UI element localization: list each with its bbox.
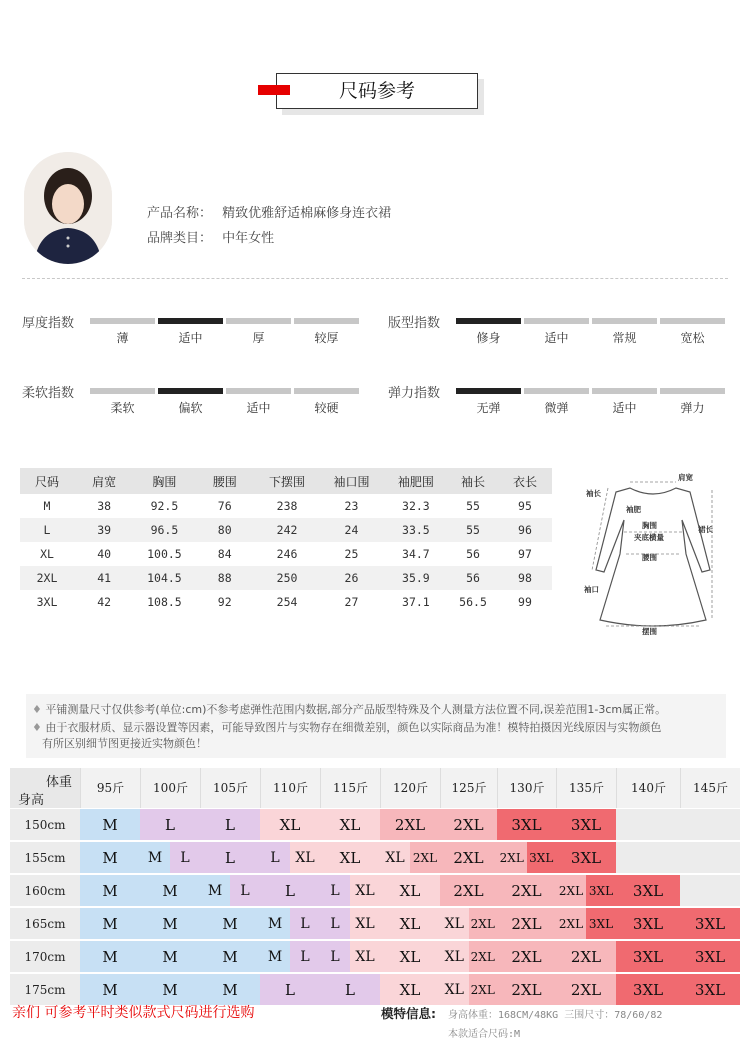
grid-size-cell: XL (320, 808, 380, 840)
grid-size-cell: XL (350, 907, 380, 939)
grid-size-cell: M (140, 874, 200, 906)
grid-size-cell: 2XL (410, 841, 440, 873)
size-table-cell: 96 (498, 518, 552, 542)
grid-size-cell: XL (440, 973, 469, 1005)
divider (22, 278, 728, 279)
size-table-header-cell: 袖口围 (319, 468, 383, 494)
index-option-label: 偏软 (178, 401, 203, 415)
size-table-cell: XL (40, 547, 54, 561)
grid-corner-height: 身高 (18, 793, 45, 808)
size-table-cell: 97 (518, 547, 532, 561)
index-option-label: 较硬 (314, 401, 339, 415)
grid-size-cell: XL (290, 841, 320, 873)
grid-weight-header: 110斤 (260, 768, 320, 808)
grid-height-header: 160cm (10, 874, 80, 906)
size-table-cell: 32.3 (402, 499, 430, 513)
diagram-sleeve-width-label: 袖肥 (626, 505, 641, 514)
diagram-armpit-label: 夹底横量 (634, 533, 664, 542)
grid-size-cell: 2XL (556, 907, 586, 939)
size-table-cell: 246 (276, 547, 298, 561)
grid-corner-weight: 体重 (46, 775, 73, 790)
grid-size-cell (616, 841, 680, 873)
footer-tip: 亲们 可参考平时类似款式尺码进行选购 (12, 1005, 255, 1021)
size-table-cell: 55 (448, 518, 498, 542)
grid-size-cell (616, 808, 680, 840)
grid-size-cell: L (260, 973, 320, 1005)
size-table-header-cell: 袖长 (448, 468, 498, 494)
grid-size-cell: M (80, 973, 140, 1005)
grid-size-cell: XL (320, 841, 380, 873)
index-bar-segment (226, 318, 291, 324)
table-row (20, 518, 552, 542)
size-table-header-cell: 腰围 (195, 468, 255, 494)
diagram-cuff-label: 袖口 (584, 585, 599, 594)
index-option-label: 常规 (612, 331, 637, 345)
grid-size-cell: M (200, 907, 260, 939)
size-table-cell: 34.7 (402, 547, 430, 561)
index-bar-segment (294, 388, 359, 394)
size-table-cell: 56.5 (459, 595, 487, 609)
index-option-label: 厚 (252, 331, 265, 345)
size-table-cell: 242 (255, 518, 319, 542)
index-bar-segment (592, 388, 657, 394)
size-table-cell: 88 (195, 566, 255, 590)
grid-size-cell: 3XL (616, 973, 680, 1005)
size-table-header (20, 468, 552, 494)
measurement-note (26, 694, 726, 758)
grid-size-cell: M (80, 841, 140, 873)
grid-weight-header: 125斤 (440, 768, 497, 808)
size-table-cell: 24 (319, 518, 383, 542)
note-line-1: ♦ 平铺测量尺寸仅供参考(单位:cm)不参考虑弹性范围内数据,部分产品版型特殊及个人测量方法位置不同,误差范围1-3cm属正常。 (32, 703, 667, 716)
grid-corner (10, 768, 80, 808)
grid-size-cell: L (320, 973, 380, 1005)
grid-size-cell: L (320, 874, 350, 906)
grid-weight-header: 135斤 (556, 768, 616, 808)
index-bar-segment (524, 318, 589, 324)
index-bar-segment (90, 318, 155, 324)
grid-size-cell: XL (380, 874, 440, 906)
index-bar-segment (592, 318, 657, 324)
grid-size-cell: XL (350, 874, 380, 906)
size-table-cell: 26 (319, 566, 383, 590)
index-option-label: 宽松 (680, 331, 705, 345)
index-option-label: 适中 (246, 401, 271, 415)
size-table-cell: 37.1 (402, 595, 430, 609)
index-bar-segment (158, 388, 223, 394)
grid-size-cell: L (200, 808, 260, 840)
grid-weight-header: 115斤 (320, 768, 380, 808)
grid-size-cell: 3XL (556, 808, 616, 840)
grid-size-cell: L (230, 874, 260, 906)
size-table-cell: 40 (97, 547, 112, 561)
grid-size-cell: L (200, 841, 260, 873)
product-name-row (147, 202, 391, 221)
grid-size-cell: XL (440, 940, 469, 972)
diagram-waist-label: 腰围 (642, 553, 657, 562)
size-table-cell: 56 (448, 566, 498, 590)
size-table-cell: 92.5 (150, 499, 179, 513)
table-row (20, 566, 552, 590)
garment-diagram (578, 470, 728, 640)
grid-size-cell: 3XL (556, 841, 616, 873)
grid-weight-header: 130斤 (497, 768, 556, 808)
size-table-cell: 80 (195, 518, 255, 542)
model-info-label: 模特信息: (381, 1006, 436, 1021)
index-bar-segment (456, 318, 521, 324)
index-title: 版型指数 (388, 316, 441, 331)
size-table-cell: 33.5 (384, 518, 448, 542)
diagram-hem-label: 摆围 (642, 627, 657, 636)
grid-size-cell: 3XL (616, 940, 680, 972)
index-option-label: 薄 (116, 331, 129, 345)
index-option-label: 适中 (544, 331, 569, 345)
grid-size-cell: 2XL (469, 940, 498, 972)
size-table-cell: 238 (276, 499, 298, 513)
grid-size-cell: XL (260, 808, 320, 840)
grid-size-cell: M (140, 907, 200, 939)
index-title: 弹力指数 (388, 386, 441, 401)
size-table-cell: 99 (518, 595, 532, 609)
grid-size-cell: 3XL (680, 907, 740, 939)
index-option-label: 适中 (612, 401, 637, 415)
grid-weight-header: 100斤 (140, 768, 200, 808)
product-category-row (147, 227, 274, 246)
table-row (20, 542, 552, 566)
model-fit-size: 本款适合尺码:M (448, 1029, 521, 1040)
product-category-label: 品牌类目： (147, 231, 213, 246)
size-table-header-cell: 袖肥围 (384, 468, 448, 494)
size-table-cell: 38 (97, 499, 112, 513)
grid-size-cell: XL (350, 940, 380, 972)
index-bar-segment (90, 388, 155, 394)
grid-size-cell: M (140, 940, 200, 972)
grid-size-cell: XL (440, 907, 469, 939)
grid-size-cell: M (80, 907, 140, 939)
page-title: 尺码参考 (338, 80, 415, 102)
grid-size-cell: 2XL (556, 973, 616, 1005)
size-table-cell: M (43, 499, 51, 513)
size-table-cell: 3XL (36, 595, 58, 609)
diagram-length-label: 裙长 (698, 525, 713, 534)
grid-size-cell: 3XL (497, 808, 556, 840)
grid-size-cell: 3XL (616, 907, 680, 939)
grid-size-cell: 3XL (616, 874, 680, 906)
grid-size-cell: L (170, 841, 200, 873)
grid-height-header: 155cm (10, 841, 80, 873)
index-bar-segment (456, 388, 521, 394)
grid-size-cell: 2XL (440, 808, 497, 840)
size-table-header-cell: 尺码 (20, 468, 74, 494)
size-table-cell: 56 (466, 547, 480, 561)
size-table-cell: 98 (498, 566, 552, 590)
grid-size-cell: M (80, 874, 140, 906)
index-bar-segment (660, 388, 725, 394)
grid-size-cell: 2XL (469, 973, 498, 1005)
grid-size-cell: 3XL (586, 907, 616, 939)
index-title: 厚度指数 (22, 316, 75, 331)
grid-height-header: 170cm (10, 940, 80, 972)
size-table-cell: 39 (74, 518, 134, 542)
product-name-label: 产品名称： (147, 206, 213, 221)
note-line-2: ♦ 由于衣服材质、显示器设置等因素，可能导致图片与实物存在细微差别，颜色以实际商品为准！模特拍摄因光线原因与实物颜色 (32, 721, 662, 734)
size-table-cell: 84 (217, 547, 232, 561)
grid-size-cell: XL (380, 940, 440, 972)
table-row (20, 494, 552, 518)
grid-size-cell (680, 874, 740, 906)
grid-weight-header: 145斤 (680, 768, 740, 808)
size-table-cell: 25 (344, 547, 359, 561)
grid-size-cell: M (260, 940, 290, 972)
size-table-cell: 100.5 (147, 547, 182, 561)
grid-size-cell (680, 841, 740, 873)
grid-size-cell: L (260, 874, 320, 906)
index-option-label: 微弹 (544, 401, 569, 415)
grid-size-cell: 2XL (497, 841, 527, 873)
grid-size-cell: M (200, 940, 260, 972)
index-option-label: 适中 (178, 331, 203, 345)
grid-size-cell: 2XL (440, 841, 497, 873)
size-table-cell: L (20, 518, 74, 542)
grid-size-cell: 2XL (497, 907, 556, 939)
index-bar-segment (294, 318, 359, 324)
size-table-cell: 35.9 (384, 566, 448, 590)
grid-size-cell: L (290, 940, 320, 972)
grid-size-cell: M (260, 907, 290, 939)
grid-size-cell: 3XL (680, 940, 740, 972)
grid-weight-header: 140斤 (616, 768, 680, 808)
size-table-cell: 250 (255, 566, 319, 590)
grid-size-cell (680, 808, 740, 840)
grid-size-cell: L (140, 808, 200, 840)
size-table-cell: 23 (344, 499, 359, 513)
grid-size-cell: L (260, 841, 290, 873)
diagram-shoulder-label: 肩宽 (678, 473, 693, 482)
table-row (20, 590, 552, 614)
grid-size-cell: L (290, 907, 320, 939)
grid-size-cell: M (140, 973, 200, 1005)
model-avatar (24, 152, 112, 264)
index-option-label: 较厚 (314, 331, 339, 345)
grid-size-cell: XL (380, 841, 410, 873)
index-option-label: 修身 (476, 331, 501, 345)
grid-size-cell: M (80, 940, 140, 972)
diagram-sleeve-length-label: 袖长 (586, 489, 601, 498)
grid-weight-header: 120斤 (380, 768, 440, 808)
note-line-3: 有所区别细节图更接近实物颜色！ (42, 737, 207, 750)
grid-size-cell: 3XL (680, 973, 740, 1005)
grid-size-cell: M (80, 808, 140, 840)
grid-height-header: 165cm (10, 907, 80, 939)
index-option-label: 无弹 (476, 401, 501, 415)
size-table-cell: 254 (276, 595, 298, 609)
index-option-label: 柔软 (110, 401, 135, 415)
grid-height-header: 150cm (10, 808, 80, 840)
size-table-header-cell: 衣长 (498, 468, 552, 494)
size-table-cell: 92 (217, 595, 232, 609)
size-table-header-cell: 肩宽 (74, 468, 134, 494)
diagram-chest-label: 胸围 (642, 521, 657, 530)
grid-size-cell: 2XL (497, 973, 556, 1005)
size-table-cell: 96.5 (134, 518, 194, 542)
grid-size-cell: 2XL (469, 907, 498, 939)
grid-size-cell: L (320, 907, 350, 939)
index-option-label: 弹力 (680, 401, 705, 415)
index-bar-segment (226, 388, 291, 394)
grid-size-cell: M (200, 874, 230, 906)
size-table-cell: 2XL (20, 566, 74, 590)
size-table-header-cell: 胸围 (134, 468, 194, 494)
grid-height-header: 175cm (10, 973, 80, 1005)
size-table-cell: 104.5 (134, 566, 194, 590)
size-table-cell: 55 (466, 499, 480, 513)
index-bar-segment (158, 318, 223, 324)
size-table-cell: 95 (518, 499, 532, 513)
grid-size-cell: 2XL (497, 940, 556, 972)
size-table (20, 468, 552, 614)
note-line-2-text: 由于衣服材质、显示器设置等因素，可能导致图片与实物存在细微差别，颜色以实际商品为准！模特拍摄因光线原因与实物颜色 (45, 721, 662, 734)
index-bar-segment (524, 388, 589, 394)
product-name-value: 精致优雅舒适棉麻修身连衣裙 (222, 206, 392, 221)
grid-weight-header: 95斤 (80, 768, 140, 808)
size-table-cell: 108.5 (147, 595, 182, 609)
grid-weight-header: 105斤 (200, 768, 260, 808)
size-table-cell: 41 (74, 566, 134, 590)
grid-size-cell: 2XL (440, 874, 497, 906)
size-table-cell: 27 (344, 595, 359, 609)
index-bar-segment (660, 318, 725, 324)
index-title: 柔软指数 (22, 386, 75, 401)
grid-size-cell: 2XL (497, 874, 556, 906)
model-info-text: 身高体重：168CM/48KG 三围尺寸：78/60/82 (448, 1010, 663, 1021)
grid-size-cell: XL (380, 907, 440, 939)
size-table-cell: 76 (217, 499, 232, 513)
grid-size-cell: 2XL (556, 874, 586, 906)
grid-size-cell: XL (380, 973, 440, 1005)
grid-size-cell: 3XL (527, 841, 557, 873)
grid-size-cell: M (140, 841, 170, 873)
grid-size-cell: M (200, 973, 260, 1005)
grid-size-cell: 2XL (556, 940, 616, 972)
grid-size-cell: 3XL (586, 874, 616, 906)
grid-size-cell: 2XL (380, 808, 440, 840)
size-table-cell: 42 (97, 595, 112, 609)
size-table-header-cell: 下摆围 (255, 468, 319, 494)
product-category-value: 中年女性 (222, 231, 275, 246)
note-line-1-text: 平铺测量尺寸仅供参考(单位:cm)不参考虑弹性范围内数据,部分产品版型特殊及个人测量方法位置不同,误差范围1-3cm属正常。 (45, 703, 667, 716)
grid-size-cell: L (320, 940, 350, 972)
